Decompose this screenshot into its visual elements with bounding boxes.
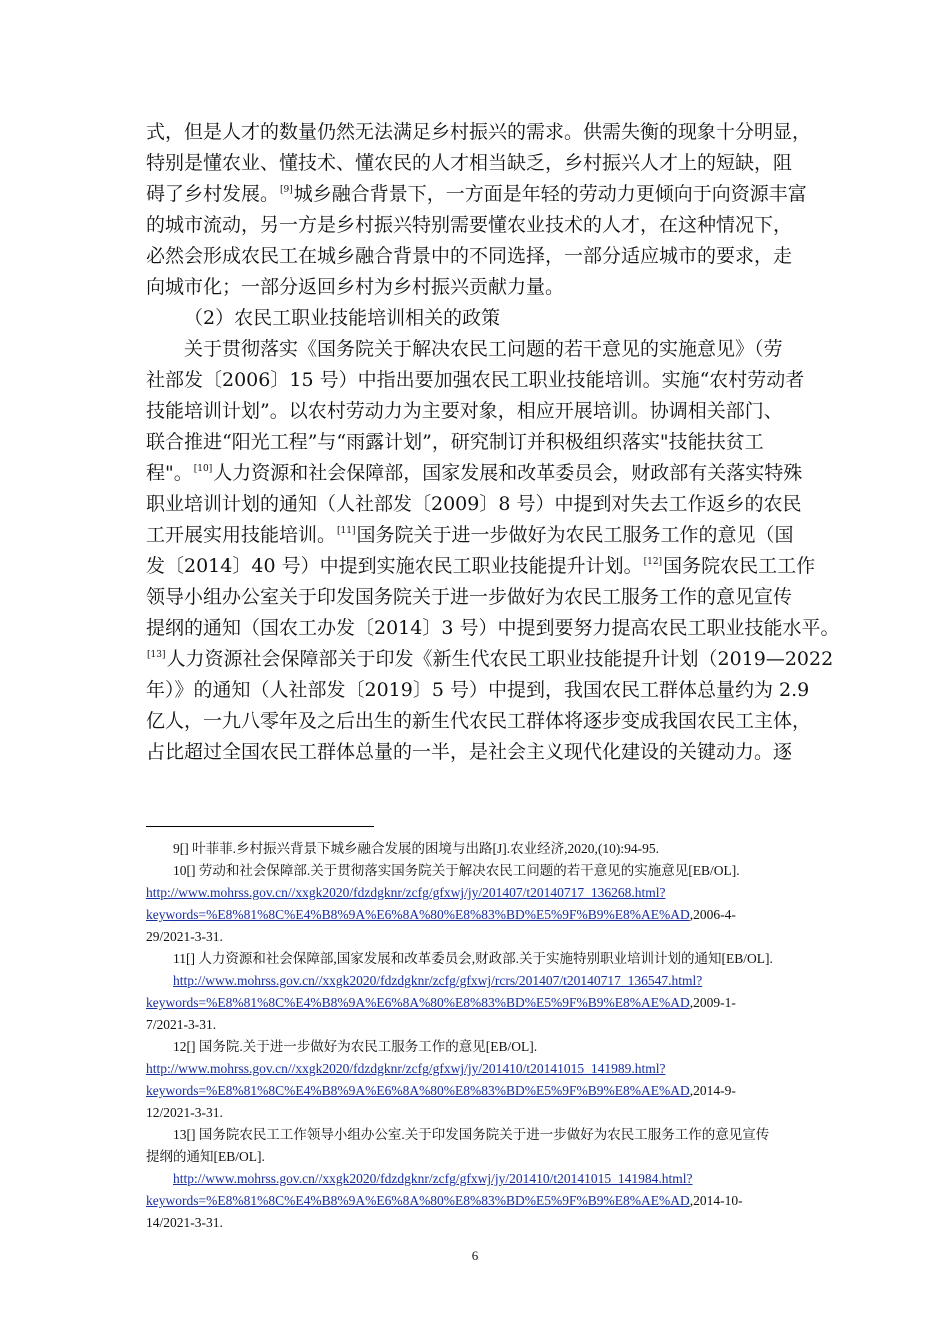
- footnote-12-url: [146, 1058, 808, 1080]
- text-line: [146, 210, 808, 241]
- section-heading: [146, 303, 808, 334]
- text-line: [146, 179, 808, 210]
- footnote-text: 12[] 国务院.关于进一步做好为农民工服务工作的意见[EB/OL].: [173, 1039, 538, 1054]
- footnote-link[interactable]: http://www.mohrss.gov.cn//xxgk2020/fdzdgknr/zcfg/gfxwj/rcrs/201407/t20140717_136547.html?: [173, 973, 703, 988]
- footnote-link[interactable]: http://www.mohrss.gov.cn//xxgk2020/fdzdgknr/zcfg/gfxwj/jy/201410/t20141015_141984.html?: [173, 1171, 693, 1186]
- footnote-13-cont: [146, 1146, 808, 1168]
- footnote-date: ,2014-9-: [689, 1083, 736, 1098]
- text-span: 人力资源社会保障部关于印发《新生代农民工职业技能提升计划（2019—2022: [166, 648, 834, 670]
- text-span: 碍了乡村发展。: [146, 183, 280, 205]
- page-number: 6: [471, 1248, 479, 1263]
- text-line: [146, 675, 808, 706]
- footnote-10-url: [146, 882, 808, 904]
- text-span: 技能培训计划”。以农村劳动力为主要对象，相应开展培训。协调相关部门、: [146, 400, 783, 422]
- footnote-link[interactable]: keywords=%E8%81%8C%E4%B8%9A%E6%8A%80%E8%83%BD%E5%9F%B9%E8%AE%AD: [146, 995, 690, 1010]
- footnote-date: ,2009-1-: [689, 995, 736, 1010]
- text-line: [146, 706, 812, 737]
- text-span: 工开展实用技能培训。: [146, 524, 337, 546]
- citation-ref-13[interactable]: [13]: [147, 650, 166, 660]
- footnote-text: 11[] 人力资源和社会保障部,国家发展和改革委员会,财政部.关于实施特别职业培训计划的通知[EB/OL].: [173, 951, 773, 966]
- text-line: [146, 241, 808, 272]
- text-line: [146, 396, 808, 427]
- text-line: [146, 365, 808, 396]
- text-line: [146, 582, 808, 613]
- footnote-date: 14/2021-3-31.: [146, 1215, 223, 1230]
- footnote-link[interactable]: keywords=%E8%81%8C%E4%B8%9A%E6%8A%80%E8%83%BD%E5%9F%B9%E8%AE%AD: [146, 1193, 690, 1208]
- text-line: [146, 551, 816, 582]
- footnote-10: [146, 860, 808, 882]
- text-span: 年）》的通知（人社部发〔2019〕5 号）中提到，我国农民工群体总量约为 2.9: [146, 679, 810, 701]
- footnote-11-date: [146, 1014, 808, 1036]
- citation-ref-12[interactable]: [12]: [643, 557, 663, 567]
- text-line: [146, 737, 808, 768]
- text-line: [146, 272, 808, 303]
- footnotes: [146, 838, 808, 1234]
- footnote-text: 提纲的通知[EB/OL].: [146, 1149, 265, 1164]
- text-span: 占比超过全国农民工群体总量的一半，是社会主义现代化建设的关键动力。逐: [146, 741, 793, 763]
- text-span: 关于贯彻落实《国务院关于解决农民工问题的若干意见的实施意见》（劳: [184, 338, 783, 360]
- body-text: [146, 117, 840, 768]
- citation-ref-11[interactable]: [11]: [337, 526, 356, 536]
- text-span: 人力资源和社会保障部，国家发展和改革委员会，财政部有关落实特殊: [213, 462, 803, 484]
- text-span: 社部发〔2006〕15 号）中指出要加强农民工职业技能培训。实施“农村劳动者: [146, 369, 805, 391]
- footnote-12-date: [146, 1102, 808, 1124]
- text-line: [146, 427, 808, 458]
- text-span: 特别是懂农业、懂技术、懂农民的人才相当缺乏，乡村振兴人才上的短缺，阻: [146, 152, 793, 174]
- footnote-date: ,2014-10-: [689, 1193, 743, 1208]
- footnote-13-url: [146, 1168, 808, 1190]
- text-span: 式，但是人才的数量仍然无法满足乡村振兴的需求。供需失衡的现象十分明显，: [146, 121, 812, 143]
- text-span: 国务院农民工工作: [663, 555, 816, 577]
- footnote-12-url: [146, 1080, 808, 1102]
- text-span: 职业培训计划的通知（人社部发〔2009〕8 号）中提到对失去工作返乡的农民: [146, 493, 802, 515]
- footnote-date: ,2006-4-: [689, 907, 736, 922]
- footnote-date: 12/2021-3-31.: [146, 1105, 223, 1120]
- text-span: 发〔2014〕40 号）中提到实施农民工职业技能提升计划。: [146, 555, 643, 577]
- text-line: [146, 644, 834, 675]
- text-line: [146, 520, 808, 551]
- footnote-link[interactable]: http://www.mohrss.gov.cn//xxgk2020/fdzdgknr/zcfg/gfxwj/jy/201410/t20141015_141989.html?: [146, 1061, 666, 1076]
- citation-ref-10[interactable]: [10]: [193, 464, 213, 474]
- text-span: 向城市化；一部分返回乡村为乡村振兴贡献力量。: [146, 276, 565, 298]
- text-line: [146, 334, 808, 365]
- footnote-13: [146, 1124, 808, 1146]
- footnote-10-url: [146, 904, 808, 926]
- text-span: 国务院关于进一步做好为农民工服务工作的意见（国: [356, 524, 794, 546]
- text-span: 提纲的通知（国农工办发〔2014〕3 号）中提到要努力提高农民工职业技能水平。: [146, 617, 840, 639]
- footnote-9: [146, 838, 808, 860]
- text-line: [146, 458, 808, 489]
- footnote-link[interactable]: http://www.mohrss.gov.cn//xxgk2020/fdzdgknr/zcfg/gfxwj/jy/201407/t20140717_136268.html?: [146, 885, 666, 900]
- text-span: 的城市流动，另一方是乡村振兴特别需要懂农业技术的人才，在这种情况下，: [146, 214, 793, 236]
- text-line: [146, 489, 808, 520]
- footnote-11-url: [146, 970, 808, 992]
- footnote-link[interactable]: keywords=%E8%81%8C%E4%B8%9A%E6%8A%80%E8%83%BD%E5%9F%B9%E8%AE%AD: [146, 907, 690, 922]
- footnote-text: 13[] 国务院农民工工作领导小组办公室.关于印发国务院关于进一步做好为农民工服务工作的意见宣传: [173, 1127, 770, 1142]
- text-span: 联合推进“阳光工程”与“雨露计划”，研究制订并积极组织落实"技能扶贫工: [146, 431, 764, 453]
- footnote-text: 10[] 劳动和社会保障部.关于贯彻落实国务院关于解决农民工问题的若干意见的实施意见[EB/OL].: [173, 863, 740, 878]
- text-span: 城乡融合背景下，一方面是年轻的劳动力更倾向于向资源丰富: [293, 183, 807, 205]
- footnote-link[interactable]: keywords=%E8%81%8C%E4%B8%9A%E6%8A%80%E8%83%BD%E5%9F%B9%E8%AE%AD: [146, 1083, 690, 1098]
- footnote-10-date: [146, 926, 808, 948]
- text-span: 领导小组办公室关于印发国务院关于进一步做好为农民工服务工作的意见宣传: [146, 586, 793, 608]
- footnote-separator: [146, 826, 374, 827]
- footnote-text: 9[] 叶菲菲.乡村振兴背景下城乡融合发展的困境与出路[J].农业经济,2020,(10):94-95.: [173, 841, 659, 856]
- heading-text: （2）农民工职业技能培训相关的政策: [184, 307, 501, 329]
- text-span: 程"。: [146, 462, 193, 484]
- citation-ref-9[interactable]: [9]: [280, 185, 293, 195]
- text-line: [146, 613, 840, 644]
- text-line: [146, 148, 808, 179]
- footnote-13-date: [146, 1212, 808, 1234]
- text-span: 必然会形成农民工在城乡融合背景中的不同选择，一部分适应城市的要求，走: [146, 245, 793, 267]
- text-line: [146, 117, 812, 148]
- footnote-11-url: [146, 992, 808, 1014]
- text-span: 亿人，一九八零年及之后出生的新生代农民工群体将逐步变成我国农民工主体，: [146, 710, 812, 732]
- footnote-13-url: [146, 1190, 808, 1212]
- footnote-11: [146, 948, 808, 970]
- footnote-date: 29/2021-3-31.: [146, 929, 223, 944]
- footnote-date: 7/2021-3-31.: [146, 1017, 217, 1032]
- footnote-12: [146, 1036, 808, 1058]
